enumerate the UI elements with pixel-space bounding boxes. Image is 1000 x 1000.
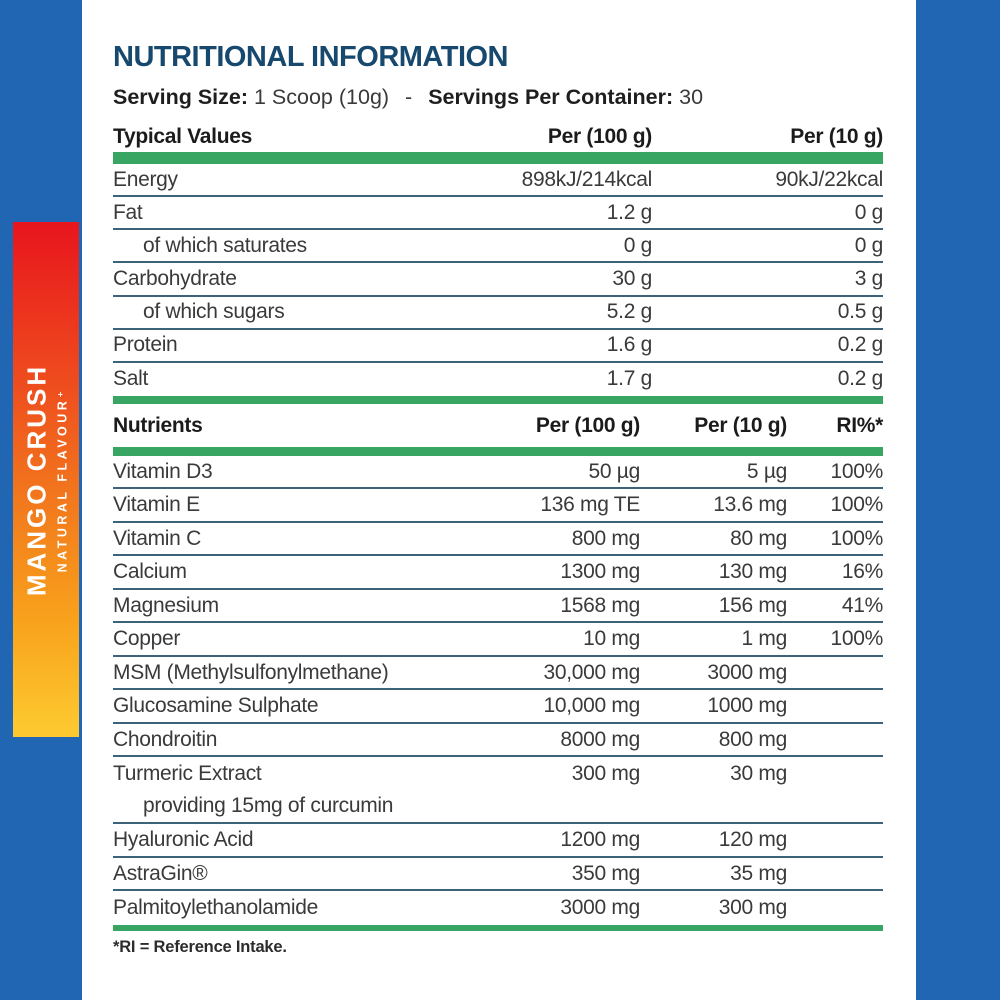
row-value-ri: 100% [830,459,883,483]
row-label: Calcium [113,560,187,584]
row-value-per100: 10 mg [583,627,640,651]
right-blue-border [916,0,1000,1000]
nutrients-header: Nutrients [113,413,203,437]
row-value-per10: 35 mg [730,861,787,885]
row-label: Vitamin D3 [113,459,213,483]
row-value-per10: 3000 mg [707,660,787,684]
row-value-per100: 136 mg TE [540,493,640,517]
serving-info-line [113,86,883,108]
row-label: Protein [113,333,178,357]
reference-intake-footnote: *RI = Reference Intake. [113,937,287,956]
row-value-ri: 100% [830,493,883,517]
serving-separator: - [405,85,413,109]
row-value-per10: 120 mg [718,828,787,852]
row-value-per100: 1300 mg [560,560,640,584]
row-value-per10: 0 g [854,200,883,224]
row-value-per100: 5.2 g [606,300,652,324]
table-row [113,623,883,657]
per-10g-header: Per (10 g) [790,125,883,148]
row-label: Glucosamine Sulphate [113,694,319,718]
row-value-per100: 1.6 g [606,333,652,357]
row-value-per10: 0.2 g [837,333,883,357]
green-divider-bar [113,447,883,456]
row-label: Magnesium [113,593,219,617]
row-label: Energy [113,167,178,191]
table-row [113,556,883,590]
row-label: Chondroitin [113,727,218,751]
table-row [113,824,883,858]
row-label: Turmeric Extract [113,761,262,785]
row-value-per10: 5 µg [746,459,787,483]
row-value-ri: 41% [841,593,883,617]
row-value-per100: 1.2 g [606,200,652,224]
row-value-ri: 16% [841,560,883,584]
row-label: Hyaluronic Acid [113,828,254,852]
row-value-per100: 1200 mg [560,828,640,852]
row-label: AstraGin® [113,861,208,885]
row-value-per100: 8000 mg [560,727,640,751]
nutrients-table [113,456,883,925]
row-label: of which saturates [143,233,307,257]
table-row [113,456,883,490]
flavour-gradient-band [13,222,79,737]
row-value-ri: 100% [830,627,883,651]
row-value-per100: 1.7 g [606,367,652,391]
row-value-per10: 0.5 g [837,300,883,324]
table-row [113,164,883,197]
green-divider-bar [113,152,883,164]
row-value-per10: 90kJ/22kcal [775,167,883,191]
row-label: Fat [113,200,143,224]
table-row [113,297,883,330]
per-100g-header: Per (100 g) [535,413,640,437]
servings-per-container-value: 30 [679,85,704,109]
row-value-per10: 0.2 g [837,367,883,391]
row-label: Palmitoylethanolamide [113,896,318,920]
flavour-band-text [13,222,79,737]
row-value-per10: 80 mg [730,526,787,550]
table-row [113,263,883,296]
row-value-per100: 300 mg [571,761,640,785]
table-row [113,363,883,396]
typical-values-table [113,164,883,396]
table-row [113,523,883,557]
row-value-per100: 30,000 mg [543,660,640,684]
typical-values-header: Typical Values [113,125,252,148]
per-10g-header: Per (10 g) [694,413,787,437]
row-value-per100: 0 g [623,233,652,257]
flavour-name: MANGO CRUSH [21,363,52,596]
row-value-per10: 130 mg [718,560,787,584]
row-label: Vitamin E [113,493,200,517]
row-value-per10: 800 mg [718,727,787,751]
ri-percent-header: RI%* [836,413,883,437]
row-value-ri: 100% [830,526,883,550]
table-row [113,724,883,758]
table-row [113,590,883,624]
table-row [113,657,883,691]
green-divider-bar [113,396,883,404]
table-row [113,757,883,824]
row-value-per100: 10,000 mg [543,694,640,718]
row-value-per100: 1568 mg [560,593,640,617]
table-row [113,489,883,523]
row-value-per10: 30 mg [730,761,787,785]
table-row [113,230,883,263]
green-divider-bar [113,925,883,931]
table-row [113,891,883,925]
servings-per-container-label: Servings Per Container: [428,85,674,109]
row-value-per10: 1000 mg [707,694,787,718]
row-value-per100: 898kJ/214kcal [521,167,652,191]
row-label: Copper [113,627,181,651]
row-value-per10: 156 mg [718,593,787,617]
typical-values-header-row [113,124,883,152]
row-label: of which sugars [143,300,285,324]
row-label: Vitamin C [113,526,201,550]
row-value-per100: 800 mg [571,526,640,550]
table-row [113,197,883,230]
nutrients-header-row [113,404,883,447]
table-row [113,330,883,363]
row-label: MSM (Methylsulfonylmethane) [113,660,389,684]
row-value-per100: 350 mg [571,861,640,885]
row-value-per10: 3 g [854,266,883,290]
serving-size-value: 1 Scoop (10g) [254,85,390,109]
row-value-per10: 0 g [854,233,883,257]
row-value-per100: 3000 mg [560,896,640,920]
serving-size-label: Serving Size: [113,85,249,109]
row-label: Salt [113,367,148,391]
table-row [113,858,883,892]
row-value-per10: 300 mg [718,896,787,920]
flavour-subtitle: NATURAL FLAVOUR⁺ [55,387,70,572]
page-title: NUTRITIONAL INFORMATION [113,41,508,73]
row-value-per10: 1 mg [741,627,787,651]
row-sublabel: providing 15mg of curcumin [143,794,394,818]
per-100g-header: Per (100 g) [547,125,652,148]
row-value-per10: 13.6 mg [713,493,787,517]
row-value-per100: 50 µg [588,459,640,483]
table-row [113,690,883,724]
row-value-per100: 30 g [612,266,652,290]
label-content [113,0,883,957]
row-label: Carbohydrate [113,266,237,290]
